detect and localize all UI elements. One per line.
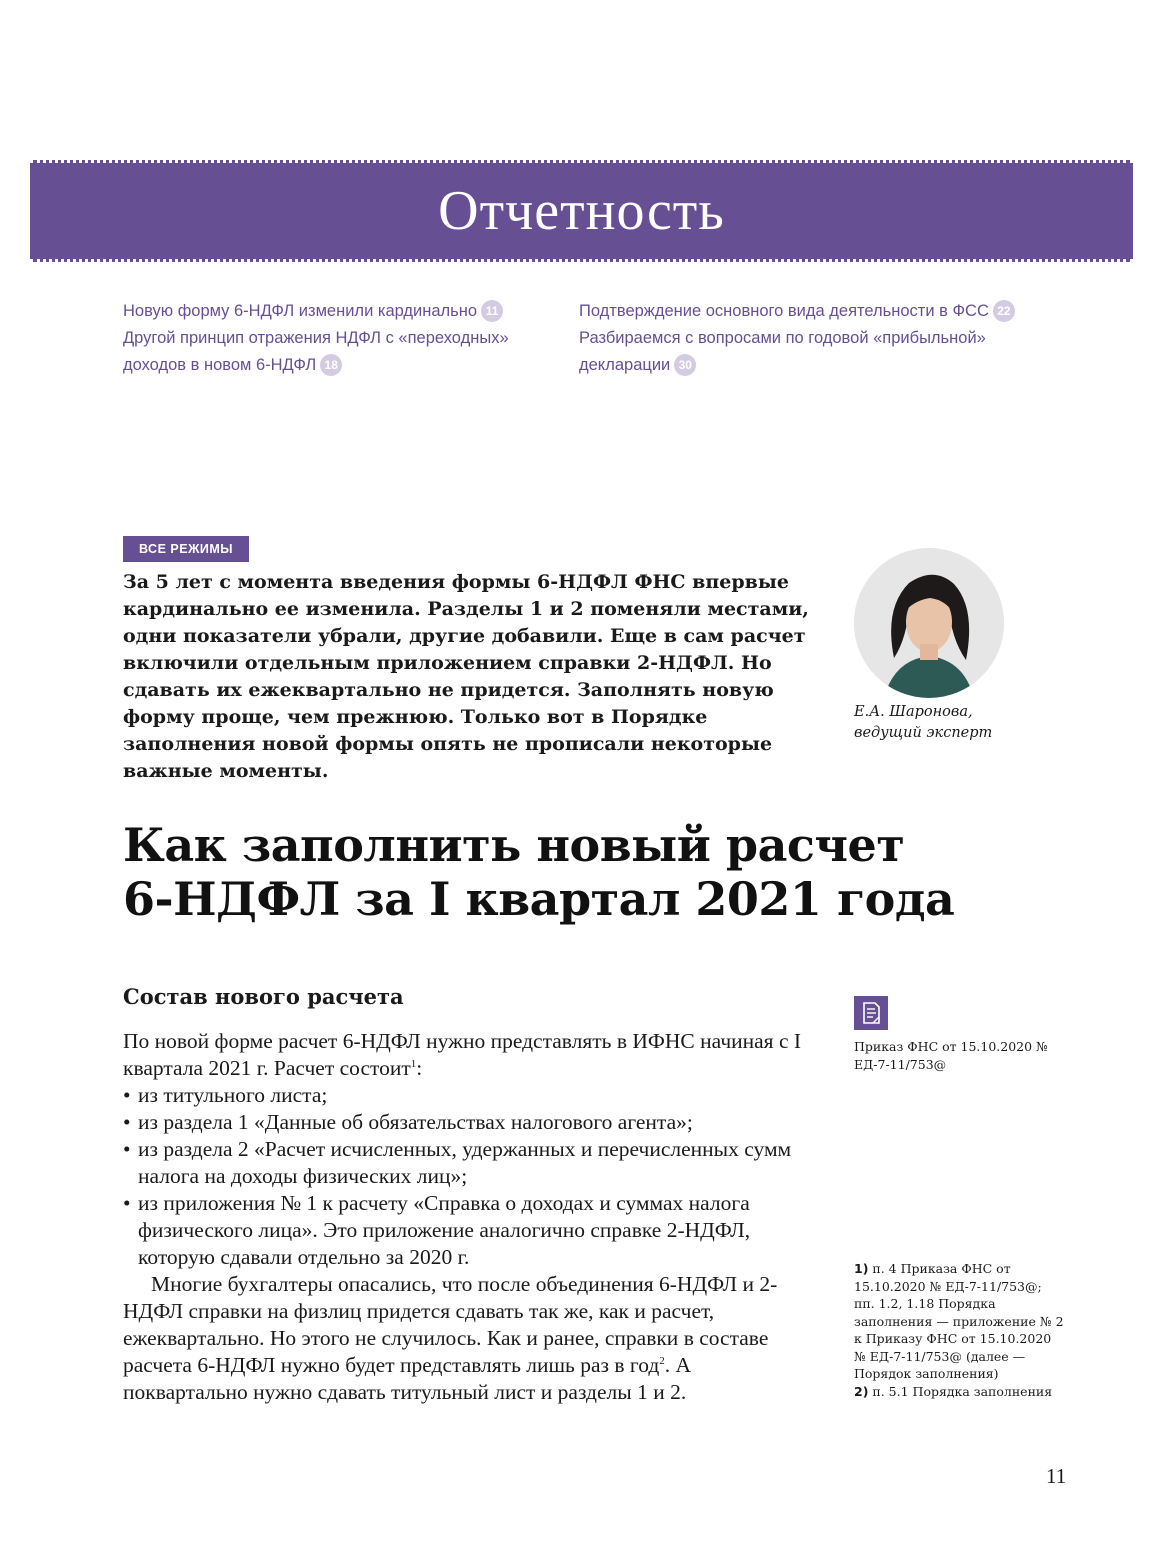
body-paragraph	[123, 1028, 803, 1082]
article-title	[123, 818, 1023, 926]
section-title: Отчетность	[438, 180, 725, 242]
toc-page-badge: 30	[674, 354, 696, 376]
footnote	[854, 1260, 1064, 1383]
footnote-number: 2)	[854, 1383, 869, 1399]
footnote	[854, 1383, 1064, 1401]
author-caption	[854, 702, 1054, 744]
list-item: • из раздела 1 «Данные об обязательствах налогового агента»;	[123, 1109, 803, 1136]
footnote-text: п. 5.1 Порядка заполнения	[872, 1383, 1053, 1399]
toc-item[interactable]	[123, 298, 563, 325]
article-body	[123, 1028, 803, 1406]
document-icon-graphic	[854, 996, 888, 1030]
footnote-ref[interactable]: 1	[410, 1057, 417, 1070]
document-icon	[854, 996, 888, 1030]
toc-page-badge: 18	[320, 354, 342, 376]
article-title-line: 6-НДФЛ за I квартал 2021 года	[123, 872, 955, 926]
toc-item[interactable]	[123, 325, 563, 379]
list-item: • из приложения № 1 к расчету «Справка о доходах и суммах налога физического лица». Это приложение аналогично справке 2-НДФЛ, которую сдавали отдельно за 2020 г.	[123, 1190, 803, 1271]
toc-right-column	[579, 298, 1049, 379]
toc-item-label: Подтверждение основного вида деятельности в ФСС	[579, 302, 989, 320]
toc-item[interactable]	[579, 298, 1049, 325]
page-number: 11	[1046, 1464, 1067, 1488]
section-subheading: Состав нового расчета	[123, 984, 404, 1009]
toc-page-badge: 11	[481, 300, 503, 322]
para2-end: . А поквартально нужно сдавать титульный лист и разделы 1 и 2.	[123, 1353, 692, 1404]
list-item: • из раздела 2 «Расчет исчисленных, удержанных и перечисленных сумм налога на доходы физических лиц»;	[123, 1136, 803, 1190]
composition-list	[123, 1082, 803, 1271]
footnote-text: п. 4 Приказа ФНС от 15.10.2020 № ЕД-7-11/753@; пп. 1.2, 1.18 Порядка заполнения — приложение № 2 к Приказу ФНС от 15.10.2020 № ЕД-7-11/753@ (далее — Порядок заполнения)	[854, 1261, 1064, 1381]
author-portrait-illustration	[854, 548, 1004, 698]
toc-item[interactable]	[579, 325, 1049, 379]
article-lead: За 5 лет с момента введения формы 6-НДФЛ ФНС впервые кардинально ее изменила. Разделы 1 и 2 поменяли местами, одни показатели убрали, другие добавили. Еще в сам расчет включили отдельным приложением справки 2-НДФЛ. Но сдавать их ежеквартально не придется. Заполнять новую форму проще, чем прежнюю. Только вот в Порядке заполнения новой формы опять не прописали некоторые важные моменты.	[123, 571, 809, 782]
toc-item-label: Другой принцип отражения НДФЛ с «переходных» доходов в новом 6-НДФЛ	[123, 329, 509, 374]
category-tag: ВСЕ РЕЖИМЫ	[123, 536, 249, 562]
footnote-number: 1)	[854, 1261, 869, 1276]
toc-page-badge: 22	[993, 300, 1015, 322]
toc-item-label: Новую форму 6-НДФЛ изменили кардинально	[123, 302, 478, 320]
section-banner	[30, 160, 1133, 262]
body-paragraph	[123, 1271, 803, 1406]
footnote-ref[interactable]: 2	[659, 1354, 665, 1367]
author-role: ведущий эксперт	[854, 725, 993, 741]
toc-item-label: Разбираемся с вопросами по годовой «прибыльной» декларации	[579, 329, 986, 374]
side-reference: Приказ ФНС от 15.10.2020 № ЕД-7-11/753@	[854, 1039, 1048, 1072]
intro-text: По новой форме расчет 6-НДФЛ нужно представлять в ИФНС начиная с I квартала 2021 г. Расчет состоит	[123, 1029, 802, 1080]
list-item: • из титульного листа;	[123, 1082, 803, 1109]
toc-left-column	[123, 298, 563, 379]
footnotes	[854, 1260, 1064, 1400]
para2-text: Многие бухгалтеры опасались, что после объединения 6-НДФЛ и 2-НДФЛ справки на физлиц придется сдавать так же, как и расчет, ежеквартально. Но этого не случилось. Как и ранее, справки в составе расчета 6-НДФЛ нужно будет представлять лишь раз в год	[123, 1272, 778, 1377]
intro-end: :	[416, 1056, 423, 1080]
author-name: Е.А. Шаронова,	[854, 704, 973, 720]
article-title-line: Как заполнить новый расчет	[123, 818, 905, 872]
author-photo	[854, 548, 1004, 698]
